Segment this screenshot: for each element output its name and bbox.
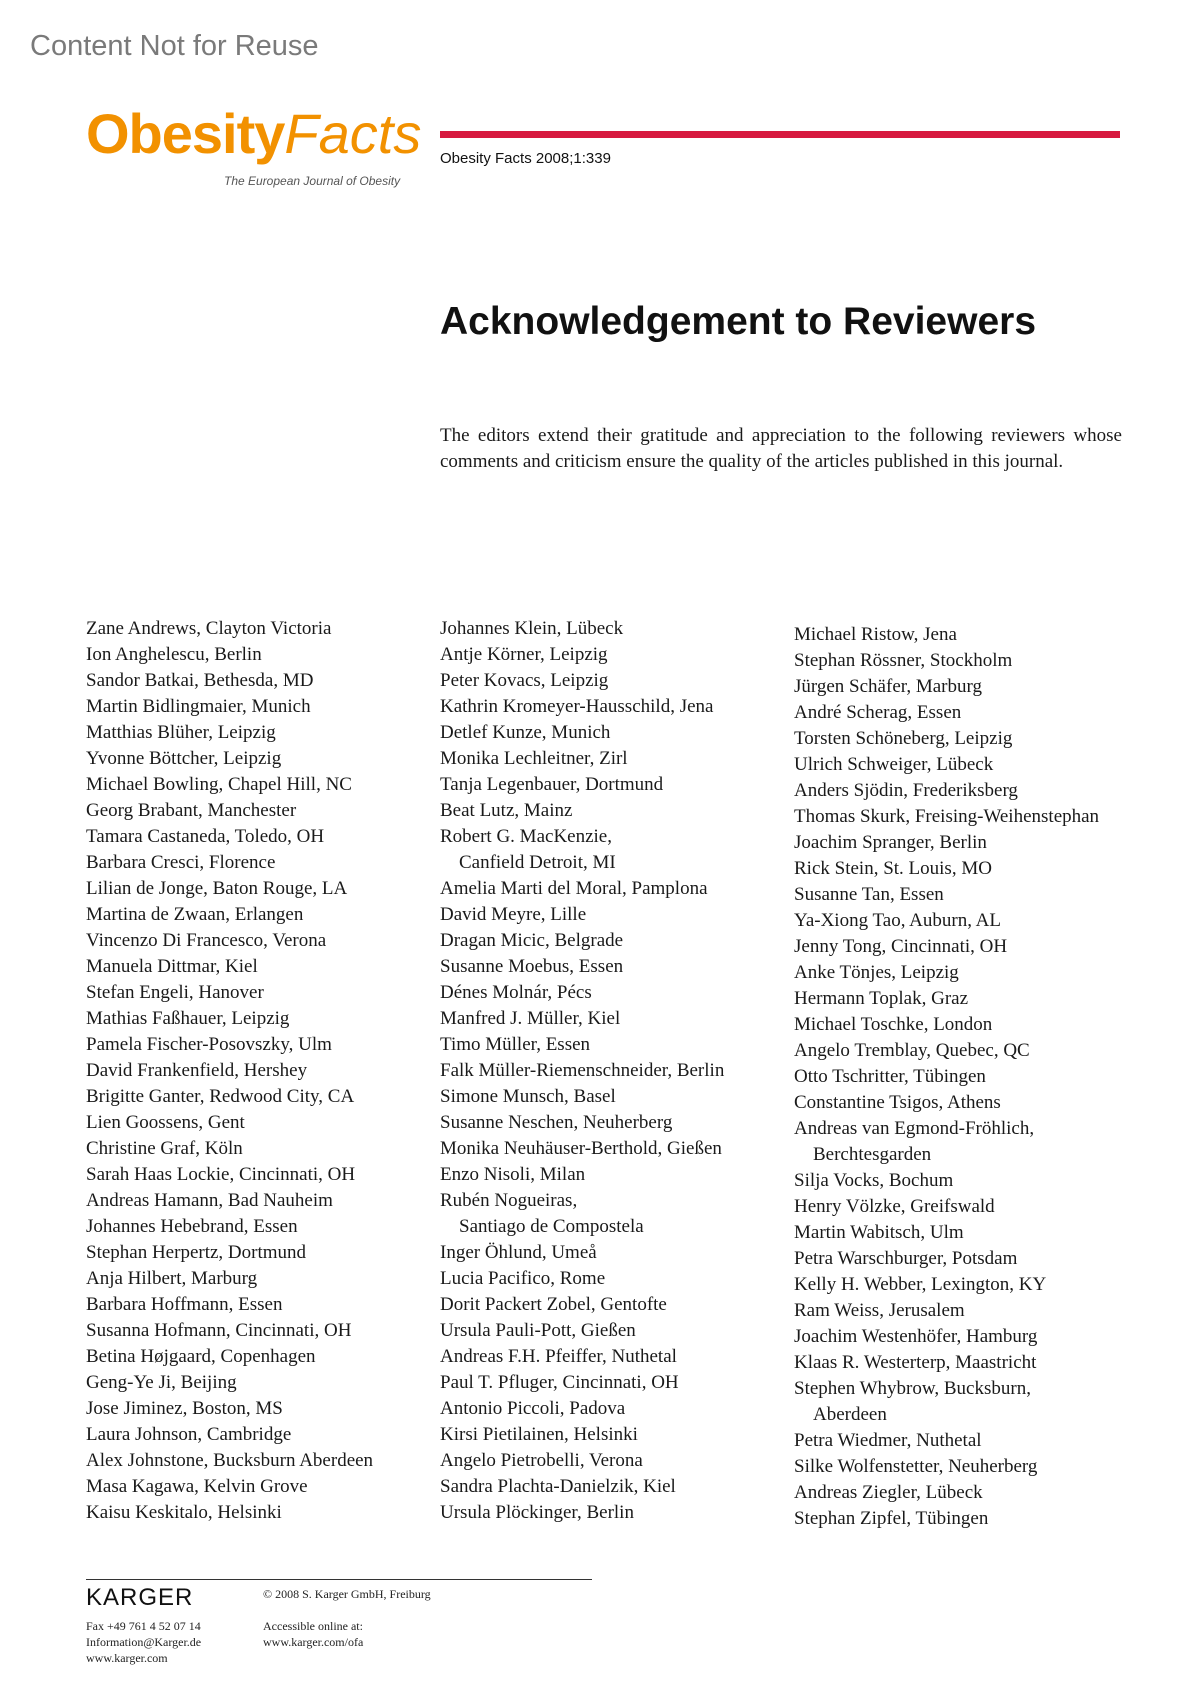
reviewer-name: Sarah Haas Lockie, Cincinnati, OH xyxy=(86,1164,356,1185)
reviewer-entry xyxy=(86,694,446,720)
reviewer-name: Angelo Tremblay, Quebec, QC xyxy=(794,1040,1030,1061)
reviewer-name: Ram Weiss, Jerusalem xyxy=(794,1300,965,1321)
reviewer-entry xyxy=(86,642,446,668)
reviewer-name: Lucia Pacifico, Rome xyxy=(440,1268,606,1289)
logo-wordmark-bold: Obesity xyxy=(86,102,285,165)
reviewer-name: Kathrin Kromeyer-Hausschild, Jena xyxy=(440,696,714,717)
reviewer-column-2 xyxy=(440,616,800,1526)
online-access-url: www.karger.com/ofa xyxy=(263,1635,364,1649)
reviewer-entry xyxy=(794,1116,1154,1168)
reviewer-name: Ion Anghelescu, Berlin xyxy=(86,644,262,665)
reviewer-entry xyxy=(440,642,800,668)
reviewer-entry xyxy=(794,726,1154,752)
reviewer-name-continued: Aberdeen xyxy=(813,1404,887,1425)
reviewer-entry xyxy=(86,720,446,746)
reviewer-entry xyxy=(440,1266,800,1292)
reviewer-entry xyxy=(794,1168,1154,1194)
reviewer-entry xyxy=(794,804,1154,830)
reviewer-entry xyxy=(86,1084,446,1110)
reviewer-name: Stephan Herpertz, Dortmund xyxy=(86,1242,307,1263)
reviewer-entry xyxy=(440,902,800,928)
reviewer-name: Stephen Whybrow, Bucksburn, xyxy=(794,1378,1031,1399)
reviewer-name-continued: Canfield Detroit, MI xyxy=(459,852,616,873)
reviewer-entry xyxy=(440,928,800,954)
reviewer-name: Martin Wabitsch, Ulm xyxy=(794,1222,964,1243)
reviewer-entry xyxy=(794,700,1154,726)
reviewer-entry xyxy=(440,954,800,980)
reviewer-name: Geng-Ye Ji, Beijing xyxy=(86,1372,237,1393)
reviewer-entry xyxy=(86,1188,446,1214)
reviewer-name: Petra Warschburger, Potsdam xyxy=(794,1248,1018,1269)
publisher-logo: KARGER xyxy=(86,1584,194,1611)
reviewer-name: Ulrich Schweiger, Lübeck xyxy=(794,754,994,775)
reviewer-name: Dragan Micic, Belgrade xyxy=(440,930,624,951)
reviewer-name: Enzo Nisoli, Milan xyxy=(440,1164,586,1185)
reviewer-entry xyxy=(86,1058,446,1084)
reviewer-entry xyxy=(86,772,446,798)
reviewer-name: Brigitte Ganter, Redwood City, CA xyxy=(86,1086,355,1107)
reviewer-entry xyxy=(86,746,446,772)
reviewer-name: Alex Johnstone, Bucksburn Aberdeen xyxy=(86,1450,374,1471)
reviewer-name: Michael Bowling, Chapel Hill, NC xyxy=(86,774,352,795)
header-rule xyxy=(440,131,1120,138)
reviewer-name: Robert G. MacKenzie, xyxy=(440,826,612,847)
reviewer-entry xyxy=(794,1194,1154,1220)
reviewer-name: Andreas Ziegler, Lübeck xyxy=(794,1482,983,1503)
logo-tagline: The European Journal of Obesity xyxy=(224,174,401,188)
reviewer-entry xyxy=(794,908,1154,934)
reviewer-entry xyxy=(440,1032,800,1058)
reviewer-entry xyxy=(86,1162,446,1188)
reviewer-name: Monika Lechleitner, Zirl xyxy=(440,748,628,769)
reviewer-name: Simone Munsch, Basel xyxy=(440,1086,616,1107)
reviewer-name: Michael Ristow, Jena xyxy=(794,624,957,645)
reviewer-name: Ursula Pauli-Pott, Gießen xyxy=(440,1320,636,1341)
reviewer-name: Susanne Neschen, Neuherberg xyxy=(440,1112,673,1133)
online-access-label: Accessible online at: xyxy=(263,1619,363,1633)
reviewer-name: Susanne Tan, Essen xyxy=(794,884,944,905)
reviewer-name: Amelia Marti del Moral, Pamplona xyxy=(440,878,708,899)
reviewer-entry xyxy=(86,1032,446,1058)
footer-rule xyxy=(86,1579,592,1580)
reviewer-entry xyxy=(86,954,446,980)
website-line: www.karger.com xyxy=(86,1651,168,1665)
reviewer-entry xyxy=(86,928,446,954)
page-title: Acknowledgement to Reviewers xyxy=(440,300,1037,343)
publisher-contact xyxy=(86,1618,201,1666)
reviewer-name: Andreas F.H. Pfeiffer, Nuthetal xyxy=(440,1346,677,1367)
reviewer-name: Dorit Packert Zobel, Gentofte xyxy=(440,1294,667,1315)
reviewer-entry xyxy=(440,1500,800,1526)
reviewer-entry xyxy=(794,752,1154,778)
reviewer-name: Vincenzo Di Francesco, Verona xyxy=(86,930,327,951)
reviewer-entry xyxy=(794,1376,1154,1428)
reviewer-entry xyxy=(794,960,1154,986)
copyright-notice: © 2008 S. Karger GmbH, Freiburg xyxy=(263,1587,431,1601)
reviewer-name: Yvonne Böttcher, Leipzig xyxy=(86,748,282,769)
reviewer-name: Ya-Xiong Tao, Auburn, AL xyxy=(794,910,1001,931)
reviewer-name: Martina de Zwaan, Erlangen xyxy=(86,904,304,925)
reviewer-name: Anja Hilbert, Marburg xyxy=(86,1268,258,1289)
reviewer-name: Constantine Tsigos, Athens xyxy=(794,1092,1001,1113)
reviewer-entry xyxy=(86,668,446,694)
reviewer-entry xyxy=(440,980,800,1006)
reviewer-entry xyxy=(440,746,800,772)
reviewer-name: Matthias Blüher, Leipzig xyxy=(86,722,276,743)
reviewer-entry xyxy=(86,1422,446,1448)
reviewer-name: Thomas Skurk, Freising-Weihenstephan xyxy=(794,806,1100,827)
reviewer-entry xyxy=(86,824,446,850)
reviewer-entry xyxy=(440,616,800,642)
reviewer-entry xyxy=(794,856,1154,882)
reviewer-name: Antonio Piccoli, Padova xyxy=(440,1398,626,1419)
reviewer-name: Anke Tönjes, Leipzig xyxy=(794,962,959,983)
reviewer-entry xyxy=(440,824,800,876)
reviewer-entry xyxy=(794,882,1154,908)
reviewer-name: André Scherag, Essen xyxy=(794,702,962,723)
reviewer-name: Johannes Klein, Lübeck xyxy=(440,618,624,639)
reviewer-name: Pamela Fischer-Posovszky, Ulm xyxy=(86,1034,332,1055)
reviewer-name: Inger Öhlund, Umeå xyxy=(440,1242,597,1263)
reviewer-name: Monika Neuhäuser-Berthold, Gießen xyxy=(440,1138,722,1159)
reviewer-entry xyxy=(794,1298,1154,1324)
reviewer-name: Barbara Cresci, Florence xyxy=(86,852,276,873)
reviewer-entry xyxy=(440,1448,800,1474)
reviewer-name: Andreas van Egmond-Fröhlich, xyxy=(794,1118,1035,1139)
reviewer-name: Paul T. Pfluger, Cincinnati, OH xyxy=(440,1372,679,1393)
reviewer-name: Anders Sjödin, Frederiksberg xyxy=(794,780,1018,801)
reviewer-name: David Frankenfield, Hershey xyxy=(86,1060,308,1081)
reviewer-entry xyxy=(440,1240,800,1266)
reviewer-entry xyxy=(440,772,800,798)
reviewer-name: Joachim Westenhöfer, Hamburg xyxy=(794,1326,1038,1347)
reviewer-name: Dénes Molnár, Pécs xyxy=(440,982,592,1003)
reviewer-entry xyxy=(794,830,1154,856)
reviewer-entry xyxy=(794,778,1154,804)
intro-paragraph: The editors extend their gratitude and appreciation to the following reviewers whose comments and criticism ensure the quality of the articles published in this journal. xyxy=(440,425,1122,472)
reviewer-name: Laura Johnson, Cambridge xyxy=(86,1424,292,1445)
reviewer-entry xyxy=(440,1188,800,1240)
reviewer-entry xyxy=(440,876,800,902)
reviewer-entry xyxy=(440,1162,800,1188)
watermark: Content Not for Reuse xyxy=(30,30,319,62)
reviewer-entry xyxy=(86,1396,446,1422)
reviewer-entry xyxy=(86,1344,446,1370)
reviewer-name: Otto Tschritter, Tübingen xyxy=(794,1066,986,1087)
reviewer-name: David Meyre, Lille xyxy=(440,904,587,925)
reviewer-name: Zane Andrews, Clayton Victoria xyxy=(86,618,332,639)
reviewer-entry xyxy=(86,1006,446,1032)
reviewer-entry xyxy=(440,1422,800,1448)
reviewer-entry xyxy=(440,1058,800,1084)
reviewer-entry xyxy=(86,1136,446,1162)
reviewer-entry xyxy=(794,622,1154,648)
reviewer-entry xyxy=(86,902,446,928)
reviewer-entry xyxy=(86,1474,446,1500)
reviewer-entry xyxy=(440,1370,800,1396)
reviewer-entry xyxy=(794,1428,1154,1454)
reviewer-entry xyxy=(794,1272,1154,1298)
reviewer-name: Georg Brabant, Manchester xyxy=(86,800,297,821)
reviewer-name: Christine Graf, Köln xyxy=(86,1138,243,1159)
reviewer-name: Angelo Pietrobelli, Verona xyxy=(440,1450,643,1471)
reviewer-name: Betina Højgaard, Copenhagen xyxy=(86,1346,316,1367)
reviewer-entry xyxy=(440,1396,800,1422)
reviewer-entry xyxy=(86,876,446,902)
reviewer-entry xyxy=(440,1110,800,1136)
reviewer-name: Jürgen Schäfer, Marburg xyxy=(794,676,982,697)
reviewer-name: Lien Goossens, Gent xyxy=(86,1112,245,1133)
reviewer-entry xyxy=(440,1318,800,1344)
reviewer-name: Antje Körner, Leipzig xyxy=(440,644,608,665)
reviewer-name: Jose Jiminez, Boston, MS xyxy=(86,1398,283,1419)
reviewer-entry xyxy=(86,616,446,642)
reviewer-entry xyxy=(794,1506,1154,1532)
reviewer-name: Torsten Schöneberg, Leipzig xyxy=(794,728,1013,749)
reviewer-entry xyxy=(86,1500,446,1526)
reviewer-entry xyxy=(86,850,446,876)
reviewer-entry xyxy=(440,798,800,824)
reviewer-name: Andreas Hamann, Bad Nauheim xyxy=(86,1190,333,1211)
reviewer-name: Sandra Plachta-Danielzik, Kiel xyxy=(440,1476,676,1497)
reviewer-entry xyxy=(440,1344,800,1370)
email-line: Information@Karger.de xyxy=(86,1635,202,1649)
reviewer-name: Klaas R. Westerterp, Maastricht xyxy=(794,1352,1037,1373)
reviewer-entry xyxy=(794,1480,1154,1506)
reviewer-entry xyxy=(794,648,1154,674)
reviewer-entry xyxy=(440,1136,800,1162)
journal-logo xyxy=(86,104,426,204)
reviewer-name: Falk Müller-Riemenschneider, Berlin xyxy=(440,1060,725,1081)
reviewer-name: Stefan Engeli, Hanover xyxy=(86,982,264,1003)
reviewer-name: Barbara Hoffmann, Essen xyxy=(86,1294,283,1315)
reviewer-entry xyxy=(440,694,800,720)
reviewer-name: Tamara Castaneda, Toledo, OH xyxy=(86,826,325,847)
reviewer-entry xyxy=(794,674,1154,700)
reviewer-name: Jenny Tong, Cincinnati, OH xyxy=(794,936,1008,957)
reviewer-entry xyxy=(86,1240,446,1266)
reviewer-name: Kaisu Keskitalo, Helsinki xyxy=(86,1502,282,1523)
reviewer-entry xyxy=(794,986,1154,1012)
reviewer-entry xyxy=(794,1454,1154,1480)
reviewer-name: Stephan Zipfel, Tübingen xyxy=(794,1508,989,1529)
online-access xyxy=(263,1618,363,1650)
reviewer-entry xyxy=(794,1090,1154,1116)
reviewer-column-1 xyxy=(86,616,446,1526)
journal-citation: Obesity Facts 2008;1:339 xyxy=(440,150,611,167)
reviewer-name: Martin Bidlingmaier, Munich xyxy=(86,696,311,717)
reviewer-entry xyxy=(440,1474,800,1500)
reviewer-entry xyxy=(86,1214,446,1240)
reviewer-entry xyxy=(440,1084,800,1110)
reviewer-name: Tanja Legenbauer, Dortmund xyxy=(440,774,664,795)
reviewer-name: Kirsi Pietilainen, Helsinki xyxy=(440,1424,638,1445)
reviewer-name: Michael Toschke, London xyxy=(794,1014,993,1035)
reviewer-name: Joachim Spranger, Berlin xyxy=(794,832,987,853)
reviewer-entry xyxy=(794,1350,1154,1376)
reviewer-name: Susanne Moebus, Essen xyxy=(440,956,624,977)
reviewer-entry xyxy=(86,1110,446,1136)
reviewer-entry xyxy=(86,798,446,824)
reviewer-entry xyxy=(86,980,446,1006)
reviewer-name: Beat Lutz, Mainz xyxy=(440,800,573,821)
reviewer-name: Petra Wiedmer, Nuthetal xyxy=(794,1430,982,1451)
reviewer-name: Stephan Rössner, Stockholm xyxy=(794,650,1013,671)
reviewer-entry xyxy=(794,934,1154,960)
reviewer-entry xyxy=(794,1324,1154,1350)
reviewer-name: Silja Vocks, Bochum xyxy=(794,1170,954,1191)
reviewer-name: Henry Völzke, Greifswald xyxy=(794,1196,995,1217)
reviewer-name: Johannes Hebebrand, Essen xyxy=(86,1216,298,1237)
reviewer-name: Lilian de Jonge, Baton Rouge, LA xyxy=(86,878,348,899)
reviewer-entry xyxy=(794,1220,1154,1246)
reviewer-name: Timo Müller, Essen xyxy=(440,1034,591,1055)
reviewer-name: Kelly H. Webber, Lexington, KY xyxy=(794,1274,1047,1295)
reviewer-entry xyxy=(440,720,800,746)
logo-wordmark-italic: Facts xyxy=(284,102,422,165)
reviewer-entry xyxy=(440,1006,800,1032)
reviewer-entry xyxy=(86,1370,446,1396)
reviewer-name: Ursula Plöckinger, Berlin xyxy=(440,1502,634,1523)
reviewer-entry xyxy=(440,1292,800,1318)
reviewer-name: Manfred J. Müller, Kiel xyxy=(440,1008,621,1029)
reviewer-entry xyxy=(794,1012,1154,1038)
reviewer-name-continued: Berchtesgarden xyxy=(813,1144,932,1165)
reviewer-name: Detlef Kunze, Munich xyxy=(440,722,611,743)
reviewer-entry xyxy=(86,1318,446,1344)
reviewer-column-3 xyxy=(794,622,1154,1532)
reviewer-name: Rubén Nogueiras, xyxy=(440,1190,578,1211)
reviewer-name: Hermann Toplak, Graz xyxy=(794,988,969,1009)
reviewer-entry xyxy=(86,1266,446,1292)
reviewer-name: Susanna Hofmann, Cincinnati, OH xyxy=(86,1320,352,1341)
reviewer-name: Rick Stein, St. Louis, MO xyxy=(794,858,992,879)
reviewer-entry xyxy=(86,1448,446,1474)
reviewer-name: Silke Wolfenstetter, Neuherberg xyxy=(794,1456,1038,1477)
reviewer-name: Masa Kagawa, Kelvin Grove xyxy=(86,1476,308,1497)
reviewer-entry xyxy=(794,1246,1154,1272)
reviewer-entry xyxy=(794,1064,1154,1090)
reviewer-entry xyxy=(794,1038,1154,1064)
reviewer-name: Peter Kovacs, Leipzig xyxy=(440,670,609,691)
reviewer-name: Sandor Batkai, Bethesda, MD xyxy=(86,670,314,691)
reviewer-entry xyxy=(86,1292,446,1318)
reviewer-name: Manuela Dittmar, Kiel xyxy=(86,956,258,977)
reviewer-name-continued: Santiago de Compostela xyxy=(459,1216,644,1237)
fax-line: Fax +49 761 4 52 07 14 xyxy=(86,1619,201,1633)
reviewer-name: Mathias Faßhauer, Leipzig xyxy=(86,1008,290,1029)
reviewer-entry xyxy=(440,668,800,694)
